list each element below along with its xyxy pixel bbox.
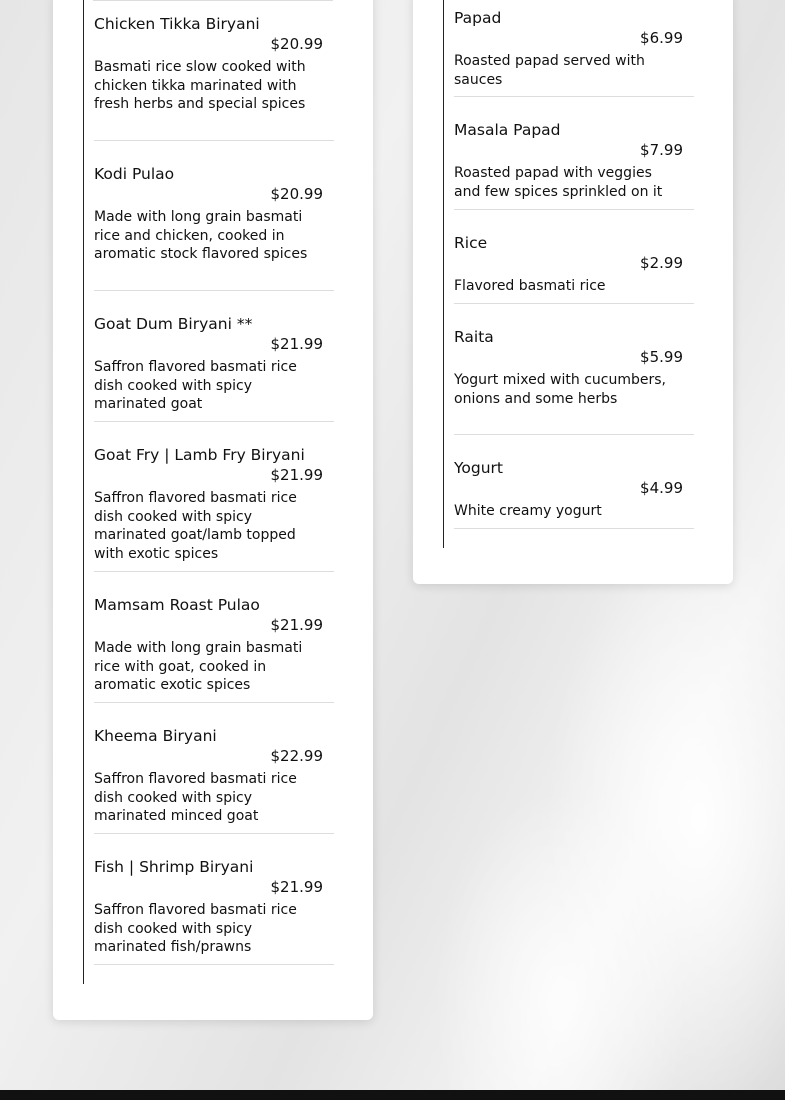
item-description: Saffron flavored basmati rice dish cooked with spicy marinated goat/lamb topped with exotic spices bbox=[94, 490, 297, 563]
item-description: White creamy yogurt bbox=[454, 503, 602, 519]
footer-bar bbox=[0, 1090, 785, 1100]
menu-item-kodi-pulao[interactable] bbox=[94, 164, 334, 291]
item-description: Made with long grain basmati rice with goat, cooked in aromatic exotic spices bbox=[94, 640, 303, 694]
item-name: Masala Papad bbox=[454, 121, 561, 139]
menu-item-rice[interactable] bbox=[454, 233, 694, 304]
item-name: Kheema Biryani bbox=[94, 727, 217, 745]
item-price: $4.99 bbox=[640, 479, 683, 497]
menu-item-kheema-biryani[interactable] bbox=[94, 726, 334, 834]
item-price: $21.99 bbox=[270, 878, 323, 896]
menu-item-fish-shrimp-biryani[interactable] bbox=[94, 857, 334, 965]
menu-item-yogurt[interactable] bbox=[454, 458, 694, 529]
item-price: $21.99 bbox=[270, 335, 323, 353]
item-price: $7.99 bbox=[640, 141, 683, 159]
item-name: Kodi Pulao bbox=[94, 165, 175, 183]
item-price: $6.99 bbox=[640, 29, 683, 47]
menu-card-sides bbox=[413, 0, 733, 584]
menu-item-raita[interactable] bbox=[454, 327, 694, 435]
menu-item-goat-lamb-fry-biryani[interactable] bbox=[94, 445, 334, 572]
item-name: Goat Fry | Lamb Fry Biryani bbox=[94, 446, 305, 464]
item-description: Made with long grain basmati rice and chicken, cooked in aromatic stock flavored spices bbox=[94, 209, 308, 263]
menu-item-masala-papad[interactable] bbox=[454, 120, 694, 210]
item-name: Goat Dum Biryani ** bbox=[94, 315, 253, 333]
item-name: Fish | Shrimp Biryani bbox=[94, 858, 254, 876]
item-name: Rice bbox=[454, 234, 488, 252]
item-description: Roasted papad with veggies and few spices sprinkled on it bbox=[454, 165, 663, 200]
menu-item-goat-dum-biryani[interactable] bbox=[94, 314, 334, 422]
item-name: Yogurt bbox=[454, 459, 504, 477]
item-description: Flavored basmati rice bbox=[454, 278, 606, 294]
item-description: Saffron flavored basmati rice dish cooked with spicy marinated goat bbox=[94, 359, 297, 413]
item-price: $20.99 bbox=[270, 35, 323, 53]
menu-column bbox=[443, 0, 694, 548]
item-price: $21.99 bbox=[270, 466, 323, 484]
menu-item-chicken-tikka-biryani[interactable] bbox=[94, 14, 334, 141]
item-price: $5.99 bbox=[640, 348, 683, 366]
item-description: Yogurt mixed with cucumbers, onions and some herbs bbox=[454, 372, 666, 407]
item-name: Papad bbox=[454, 9, 502, 27]
item-price: $21.99 bbox=[270, 616, 323, 634]
item-price: $20.99 bbox=[270, 185, 323, 203]
item-price: $2.99 bbox=[640, 254, 683, 272]
item-name: Chicken Tikka Biryani bbox=[94, 15, 260, 33]
menu-item-mamsam-roast-pulao[interactable] bbox=[94, 595, 334, 703]
item-description: Saffron flavored basmati rice dish cooked with spicy marinated minced goat bbox=[94, 771, 297, 825]
menu-column bbox=[83, 0, 334, 984]
menu-item-papad[interactable] bbox=[454, 8, 694, 97]
item-price: $22.99 bbox=[270, 747, 323, 765]
item-description: Saffron flavored basmati rice dish cooked with spicy marinated fish/prawns bbox=[94, 902, 297, 956]
item-name: Raita bbox=[454, 328, 494, 346]
menu-card-biryani bbox=[53, 0, 373, 1020]
item-description: Roasted papad served with sauces bbox=[454, 53, 645, 88]
item-description: Basmati rice slow cooked with chicken tikka marinated with fresh herbs and special spices bbox=[94, 59, 306, 113]
item-name: Mamsam Roast Pulao bbox=[94, 596, 260, 614]
